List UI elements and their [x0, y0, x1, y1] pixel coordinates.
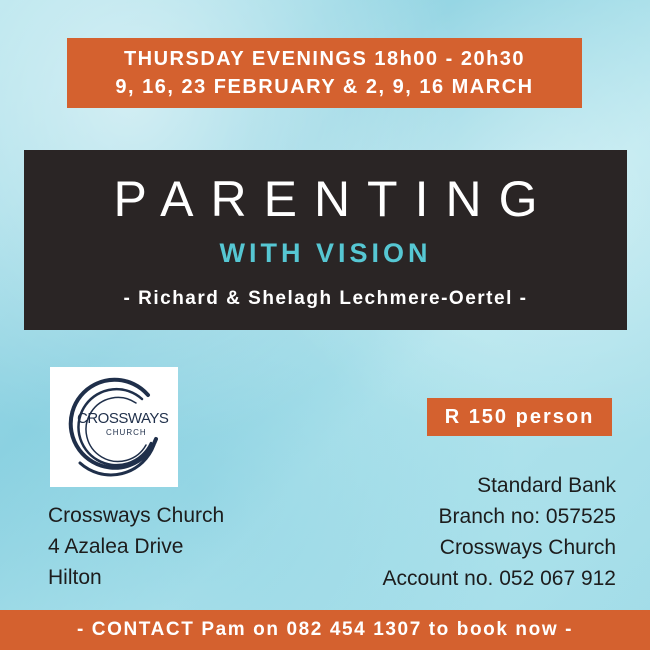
logo-wordmark: CROSSWAYS	[77, 410, 169, 427]
event-title: PARENTING	[113, 171, 555, 227]
bank-details	[382, 470, 616, 594]
bank-line: Branch no: 057525	[438, 505, 616, 528]
event-subtitle: WITH VISION	[219, 238, 432, 268]
venue-address	[48, 500, 224, 593]
address-line: Crossways Church	[48, 504, 225, 527]
date-banner	[67, 38, 582, 108]
address-line: Hilton	[48, 566, 102, 589]
swirl-logo-icon	[50, 367, 178, 487]
title-panel	[24, 150, 627, 330]
price-badge: R 150 person	[427, 398, 612, 436]
bank-line: Account no. 052 067 912	[382, 567, 616, 590]
schedule-dates-line: 9, 16, 23 FEBRUARY & 2, 9, 16 MARCH	[115, 76, 534, 98]
contact-bar: - CONTACT Pam on 082 454 1307 to book now -	[0, 610, 650, 650]
schedule-time-line: THURSDAY EVENINGS 18h00 - 20h30	[123, 48, 526, 70]
bank-line: Standard Bank	[477, 474, 616, 497]
bank-line: Crossways Church	[439, 536, 616, 559]
presenters-line: - Richard & Shelagh Lechmere-Oertel -	[123, 288, 528, 309]
logo-subtext: CHURCH	[106, 428, 147, 437]
address-line: 4 Azalea Drive	[48, 535, 184, 558]
crossways-logo	[50, 367, 178, 487]
